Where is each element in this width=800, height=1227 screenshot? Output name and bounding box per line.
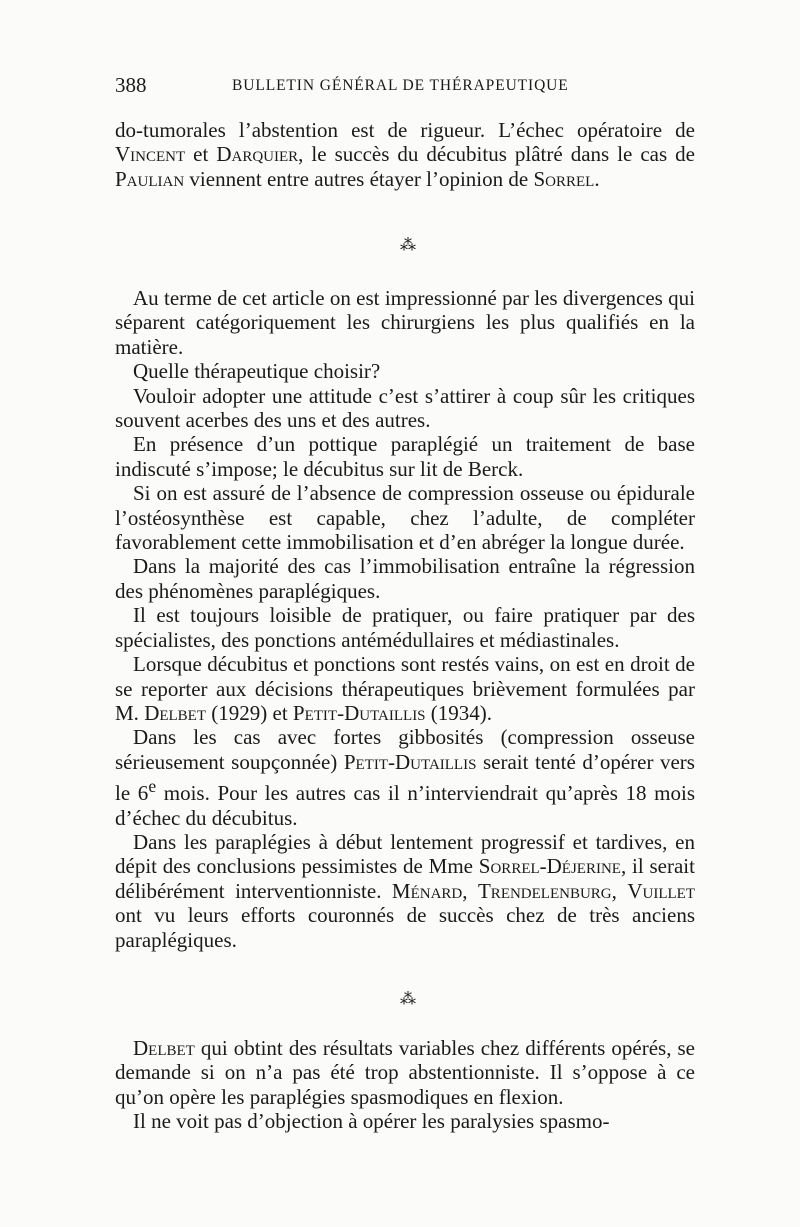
paragraph: Il est toujours loisible de pratiquer, ou faire pratiquer par des spécialistes, des ponctions antémédullaires et médiastinales.: [115, 603, 695, 652]
text-block-delbet: [115, 1036, 695, 1134]
author-name: Paulian: [115, 166, 185, 191]
text-run: Dans les paraplégies à début lentement progressif et tardives, en dépit des conclusions pessimistes de Mme: [115, 829, 695, 879]
paragraph: [115, 652, 695, 725]
text-run: , il serait délibérément interventionniste.: [115, 854, 695, 903]
author-name: Trendelenburg: [477, 878, 612, 903]
text-block-intro: [115, 118, 695, 191]
author-name: Vuillet: [627, 878, 696, 903]
text-run: serait tenté d’opérer vers le 6: [115, 749, 695, 806]
paragraph: En présence d’un pottique paraplégié un traitement de base indiscuté s’impose; le décubitus sur lit de Berck.: [115, 432, 695, 481]
author-name: Delbet: [144, 700, 207, 725]
page-header: [115, 73, 695, 103]
author-name: Darquier: [216, 142, 299, 167]
author-name: Vincent: [115, 142, 186, 167]
text-run: , le succès du décubitus plâtré dans le cas de: [298, 142, 695, 167]
text-run: do-tumorales l’abstention est de rigueur. L’échec opératoire de: [115, 118, 695, 142]
text-run: Lorsque décubitus et ponctions sont restés vains, on est en droit de se reporter aux décisions thérapeutiques brièvement formulées par M.: [115, 652, 695, 725]
superscript: e: [148, 776, 157, 797]
paragraph: Vouloir adopter une attitude c’est s’attirer à coup sûr les critiques souvent acerbes des uns et des autres.: [115, 383, 695, 433]
text-run: (1929) et: [206, 700, 293, 725]
author-name: Ménard: [391, 878, 463, 903]
text-run: ont vu leurs efforts couronnés de succès chez de très anciens paraplégiques.: [115, 903, 695, 952]
star: ⁂: [400, 991, 416, 1008]
text-run: ,: [611, 878, 628, 903]
author-name: Petit-Dutaillis: [343, 749, 477, 774]
paragraph: Dans la majorité des cas l’immobilisation entraîne la régression des phénomènes paraplégiques.: [115, 554, 695, 603]
text-run: Dans les cas avec fortes gibbosités (compression osseuse sérieusement soupçonnée): [115, 725, 695, 774]
text-run: qui obtint des résultats variables chez différents opérés, se demande si on n’a pas été trop abstentionniste. Il s’oppose à ce qu’on opère les paraplégies spasmodiques en flexion.: [115, 1036, 695, 1109]
paragraph: Au terme de cet article on est impressionné par les divergences qui séparent catégoriquement les chirurgiens les plus qualifiés en la matière.: [115, 286, 695, 359]
paragraph: [115, 1036, 695, 1109]
text-run: viennent entre autres étayer l’opinion de: [184, 166, 534, 191]
text-run: mois. Pour les autres cas il n’interviendrait qu’après 18 mois d’échec du décubitus.: [115, 781, 696, 830]
asterism-separator: [392, 238, 418, 264]
text-run: et: [185, 142, 217, 167]
author-name: Sorrel-Déjerine: [478, 854, 621, 879]
running-title: BULLETIN GÉNÉRAL DE THÉRAPEUTIQUE: [232, 77, 569, 94]
text-run: (1934).: [425, 700, 493, 725]
paragraph: [115, 118, 695, 191]
text-run: ,: [462, 878, 478, 903]
asterism-separator: [392, 992, 418, 1018]
text-run: .: [594, 166, 600, 191]
star: ⁂: [400, 237, 416, 254]
paragraph: Si on est assuré de l’absence de compression osseuse ou épidurale l’ostéosynthèse est capable, chez l’adulte, de compléter favorablement cette immobilisation et d’en abréger la longue durée.: [115, 481, 695, 555]
paragraph: Il ne voit pas d’objection à opérer les paralysies spasmo-: [133, 1109, 610, 1134]
paragraph: Quelle thérapeutique choisir?: [133, 359, 381, 384]
author-name: Sorrel: [533, 166, 595, 191]
page-number: 388: [115, 73, 147, 97]
author-name: Petit-Dutaillis: [292, 700, 426, 725]
text-block-conclusion: [115, 286, 695, 952]
paragraph: [115, 725, 695, 830]
author-name: Delbet: [133, 1036, 195, 1060]
paragraph: [115, 830, 695, 952]
